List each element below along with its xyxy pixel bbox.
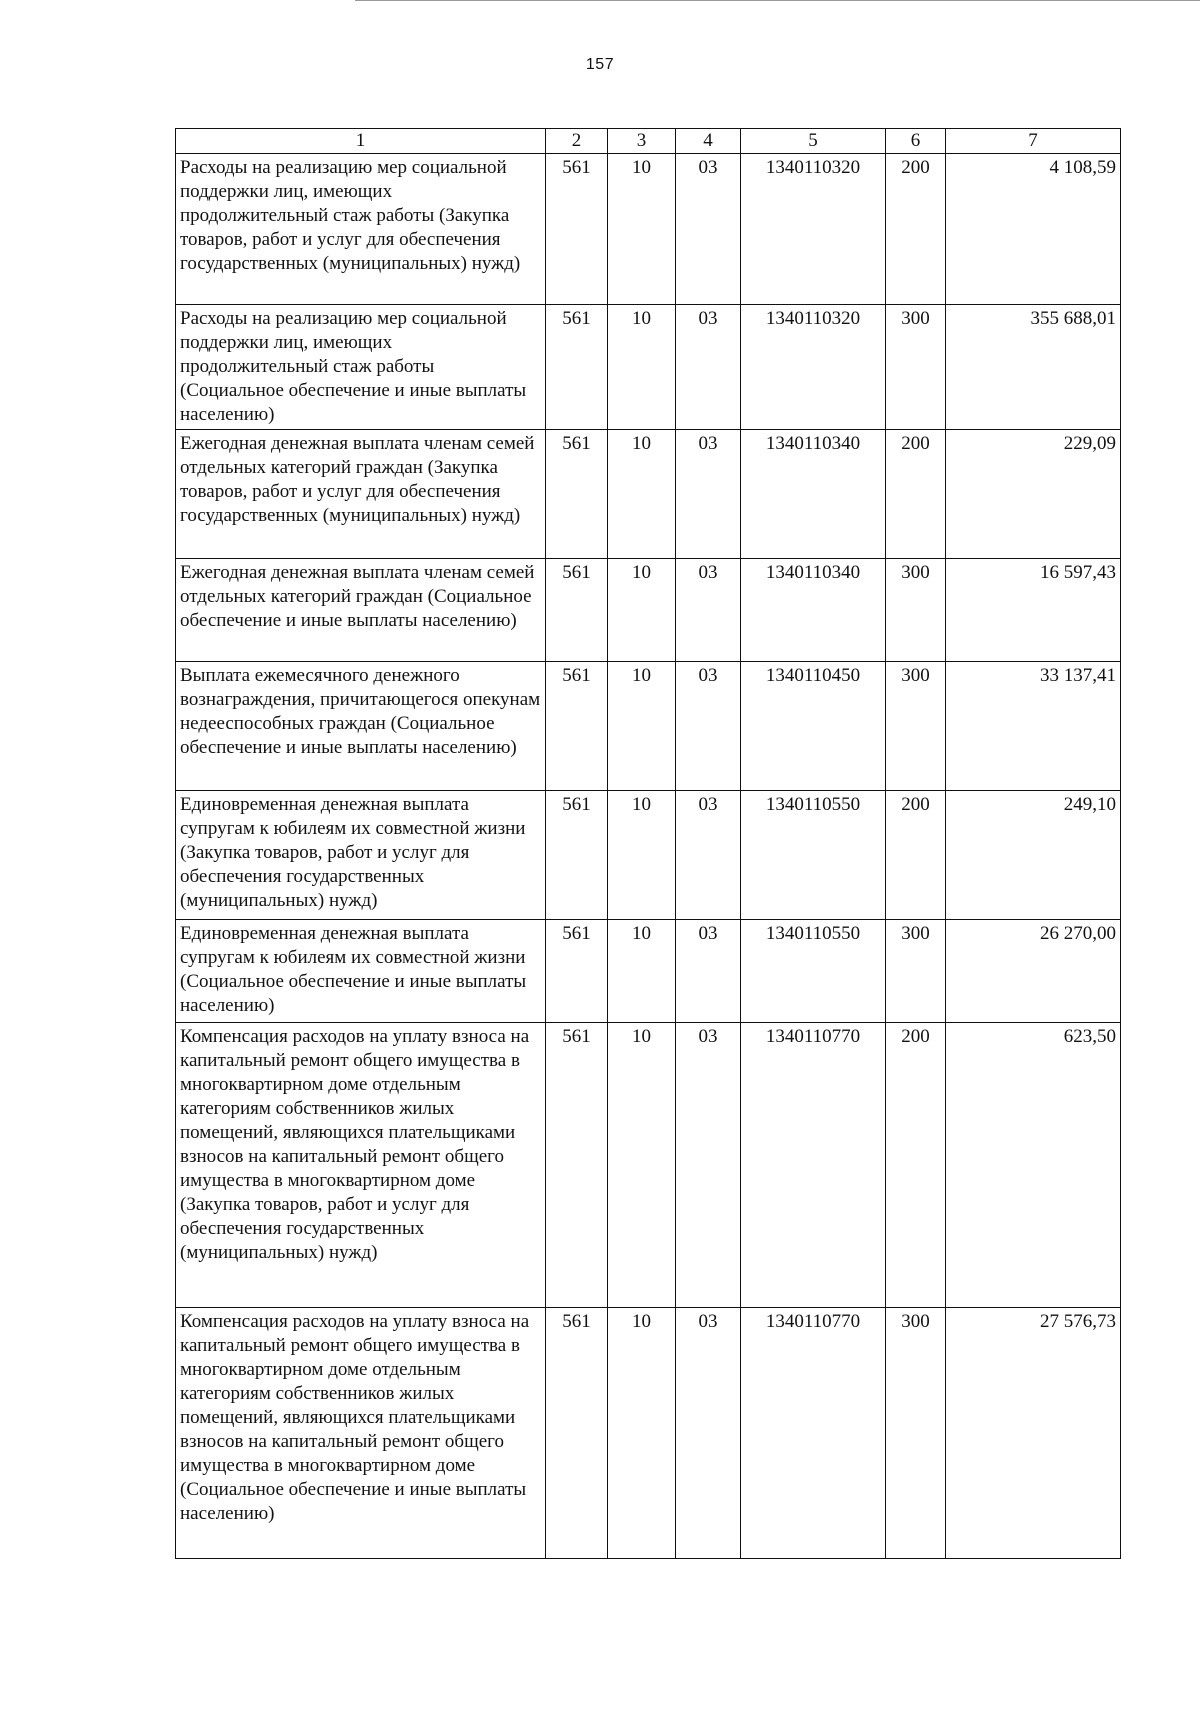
- column-header-6: 6: [886, 129, 946, 154]
- table-row: [176, 430, 1121, 559]
- table-row: [176, 1308, 1121, 1559]
- expense-description: Единовременная денежная выплата супругам к юбилеям их совместной жизни (Социальное обеспечение и иные выплаты населению): [176, 920, 546, 1023]
- target-article-code: 1340110320: [741, 305, 886, 430]
- ministry-code: 561: [546, 920, 608, 1023]
- expense-type-code: 200: [886, 154, 946, 305]
- column-header-7: 7: [946, 129, 1121, 154]
- table-row: [176, 791, 1121, 920]
- section-code: 10: [608, 662, 676, 791]
- amount: 623,50: [946, 1023, 1121, 1308]
- table-row: [176, 1023, 1121, 1308]
- expense-type-code: 300: [886, 920, 946, 1023]
- target-article-code: 1340110770: [741, 1023, 886, 1308]
- expense-description: Ежегодная денежная выплата членам семей отдельных категорий граждан (Закупка товаров, работ и услуг для обеспечения государственных (муниципальных) нужд): [176, 430, 546, 559]
- section-code: 10: [608, 430, 676, 559]
- column-header-1: 1: [176, 129, 546, 154]
- subsection-code: 03: [676, 791, 741, 920]
- subsection-code: 03: [676, 1023, 741, 1308]
- expense-type-code: 300: [886, 559, 946, 662]
- ministry-code: 561: [546, 305, 608, 430]
- column-header-3: 3: [608, 129, 676, 154]
- target-article-code: 1340110550: [741, 920, 886, 1023]
- subsection-code: 03: [676, 305, 741, 430]
- expense-description: Расходы на реализацию мер социальной поддержки лиц, имеющих продолжительный стаж работы (Социальное обеспечение и иные выплаты населению): [176, 305, 546, 430]
- expense-description: Компенсация расходов на уплату взноса на капитальный ремонт общего имущества в многоквартирном доме отдельным категориям собственников жилых помещений, являющихся плательщиками взносов на капитальный ремонт общего имущества в многоквартирном доме (Социальное обеспечение и иные выплаты населению): [176, 1308, 546, 1559]
- subsection-code: 03: [676, 662, 741, 791]
- ministry-code: 561: [546, 1023, 608, 1308]
- expense-type-code: 300: [886, 662, 946, 791]
- amount: 355 688,01: [946, 305, 1121, 430]
- expense-type-code: 300: [886, 1308, 946, 1559]
- section-code: 10: [608, 1023, 676, 1308]
- ministry-code: 561: [546, 559, 608, 662]
- expense-description: Компенсация расходов на уплату взноса на капитальный ремонт общего имущества в многоквартирном доме отдельным категориям собственников жилых помещений, являющихся плательщиками взносов на капитальный ремонт общего имущества в многоквартирном доме (Закупка товаров, работ и услуг для обеспечения государственных (муниципальных) нужд): [176, 1023, 546, 1308]
- subsection-code: 03: [676, 1308, 741, 1559]
- amount: 229,09: [946, 430, 1121, 559]
- target-article-code: 1340110450: [741, 662, 886, 791]
- target-article-code: 1340110340: [741, 430, 886, 559]
- target-article-code: 1340110550: [741, 791, 886, 920]
- amount: 33 137,41: [946, 662, 1121, 791]
- expense-type-code: 200: [886, 1023, 946, 1308]
- expense-description: Выплата ежемесячного денежного вознаграждения, причитающегося опекунам недееспособных граждан (Социальное обеспечение и иные выплаты населению): [176, 662, 546, 791]
- section-code: 10: [608, 920, 676, 1023]
- subsection-code: 03: [676, 559, 741, 662]
- amount: 249,10: [946, 791, 1121, 920]
- subsection-code: 03: [676, 154, 741, 305]
- table-row: [176, 559, 1121, 662]
- section-code: 10: [608, 154, 676, 305]
- ministry-code: 561: [546, 430, 608, 559]
- column-header-5: 5: [741, 129, 886, 154]
- target-article-code: 1340110770: [741, 1308, 886, 1559]
- expense-type-code: 300: [886, 305, 946, 430]
- table-row: [176, 920, 1121, 1023]
- target-article-code: 1340110340: [741, 559, 886, 662]
- amount: 27 576,73: [946, 1308, 1121, 1559]
- table-row: [176, 154, 1121, 305]
- header-row: [176, 129, 1121, 154]
- section-code: 10: [608, 305, 676, 430]
- column-header-4: 4: [676, 129, 741, 154]
- section-code: 10: [608, 1308, 676, 1559]
- amount: 26 270,00: [946, 920, 1121, 1023]
- expense-type-code: 200: [886, 430, 946, 559]
- amount: 16 597,43: [946, 559, 1121, 662]
- budget-table: [175, 128, 1121, 1559]
- page-number: 157: [585, 56, 615, 73]
- target-article-code: 1340110320: [741, 154, 886, 305]
- table-row: [176, 305, 1121, 430]
- amount: 4 108,59: [946, 154, 1121, 305]
- table-row: [176, 662, 1121, 791]
- column-header-2: 2: [546, 129, 608, 154]
- expense-description: Единовременная денежная выплата супругам к юбилеям их совместной жизни (Закупка товаров, работ и услуг для обеспечения государственных (муниципальных) нужд): [176, 791, 546, 920]
- expense-description: Расходы на реализацию мер социальной поддержки лиц, имеющих продолжительный стаж работы (Закупка товаров, работ и услуг для обеспечения государственных (муниципальных) нужд): [176, 154, 546, 305]
- expense-type-code: 200: [886, 791, 946, 920]
- subsection-code: 03: [676, 430, 741, 559]
- subsection-code: 03: [676, 920, 741, 1023]
- ministry-code: 561: [546, 1308, 608, 1559]
- ministry-code: 561: [546, 154, 608, 305]
- ministry-code: 561: [546, 791, 608, 920]
- expense-description: Ежегодная денежная выплата членам семей отдельных категорий граждан (Социальное обеспечение и иные выплаты населению): [176, 559, 546, 662]
- section-code: 10: [608, 791, 676, 920]
- top-edge-rule: [355, 0, 1200, 1]
- section-code: 10: [608, 559, 676, 662]
- ministry-code: 561: [546, 662, 608, 791]
